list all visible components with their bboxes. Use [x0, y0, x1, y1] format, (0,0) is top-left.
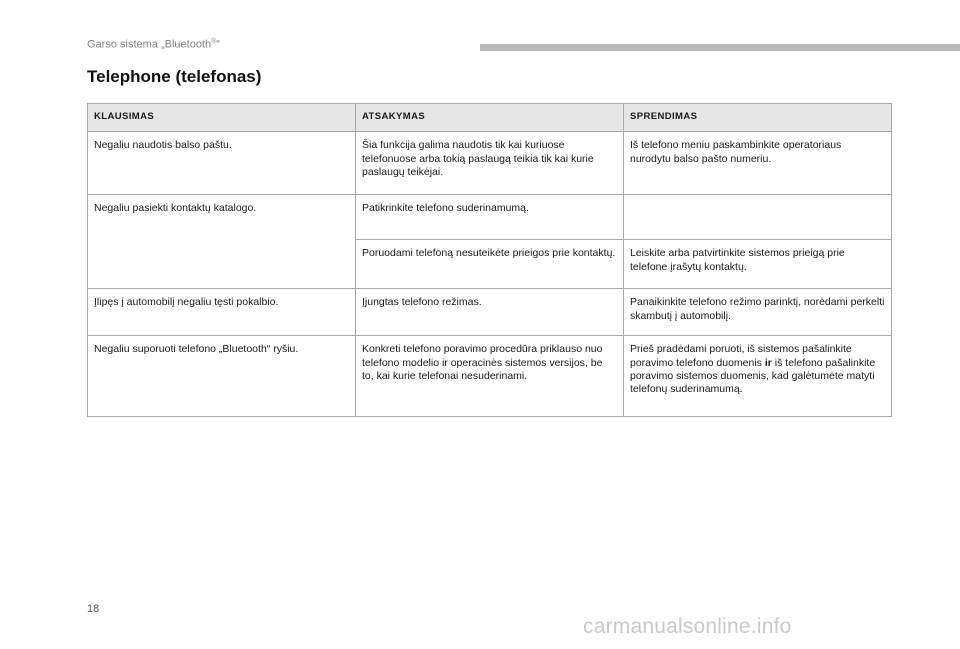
- question-cell: Negaliu suporuoti telefono „Bluetooth“ ryšiu.: [88, 336, 356, 417]
- table-row: [88, 336, 892, 417]
- section-header: Garso sistema „Bluetooth®“: [87, 38, 220, 51]
- solution-cell: Panaikinkite telefono režimo parinktį, norėdami perkelti skambutį į automobilį.: [624, 289, 892, 336]
- answer-cell: Konkreti telefono poravimo procedūra priklauso nuo telefono modelio ir operacinės sistemos versijos, be to, kai kurie telefonai nesuderinami.: [356, 336, 624, 417]
- table-row: [88, 195, 892, 240]
- watermark: carmanualsonline.info: [583, 615, 792, 638]
- solution-cell: [624, 336, 892, 417]
- page-title: Telephone (telefonas): [87, 67, 262, 86]
- solution-cell: Leiskite arba patvirtinkite sistemos prieigą prie telefone įrašytų kontaktų.: [624, 240, 892, 289]
- question-cell: Įlipęs į automobilį negaliu tęsti pokalbio.: [88, 289, 356, 336]
- solution-text-before: Prieš pradėdami poruoti, iš sistemos pašalinkite poravimo telefono duomenis: [630, 343, 852, 369]
- solution-cell: Iš telefono meniu paskambinkite operatoriaus nurodytu balso pašto numeriu.: [624, 132, 892, 195]
- answer-cell: Patikrinkite telefono suderinamumą.: [356, 195, 624, 240]
- table-header-row: [88, 104, 892, 132]
- solution-text-after: iš telefono pašalinkite poravimo sistemos duomenis, kad galėtumėte matyti telefonų suderinamumą.: [630, 356, 876, 396]
- question-cell: Negaliu pasiekti kontaktų katalogo.: [88, 195, 356, 289]
- answer-cell: Šia funkcija galima naudotis tik kai kuriuose telefonuose arba tokią paslaugą teikia tik kai kurie paslaugų teikėjai.: [356, 132, 624, 195]
- page-number: 18: [87, 603, 100, 615]
- answer-cell: Poruodami telefoną nesuteikėte prieigos prie kontaktų.: [356, 240, 624, 289]
- table-row: [88, 132, 892, 195]
- registered-mark: ®: [211, 38, 217, 45]
- troubleshooting-table: [87, 103, 892, 417]
- section-header-text: Garso sistema „Bluetooth: [87, 38, 212, 51]
- column-header-solution: SPRENDIMAS: [624, 104, 892, 132]
- table-row: [88, 289, 892, 336]
- answer-cell: Įjungtas telefono režimas.: [356, 289, 624, 336]
- header-rule: [480, 44, 960, 51]
- solution-text-bold: ir: [764, 356, 772, 369]
- column-header-question: KLAUSIMAS: [88, 104, 356, 132]
- question-cell: Negaliu naudotis balso paštu.: [88, 132, 356, 195]
- solution-cell: [624, 195, 892, 240]
- column-header-answer: ATSAKYMAS: [356, 104, 624, 132]
